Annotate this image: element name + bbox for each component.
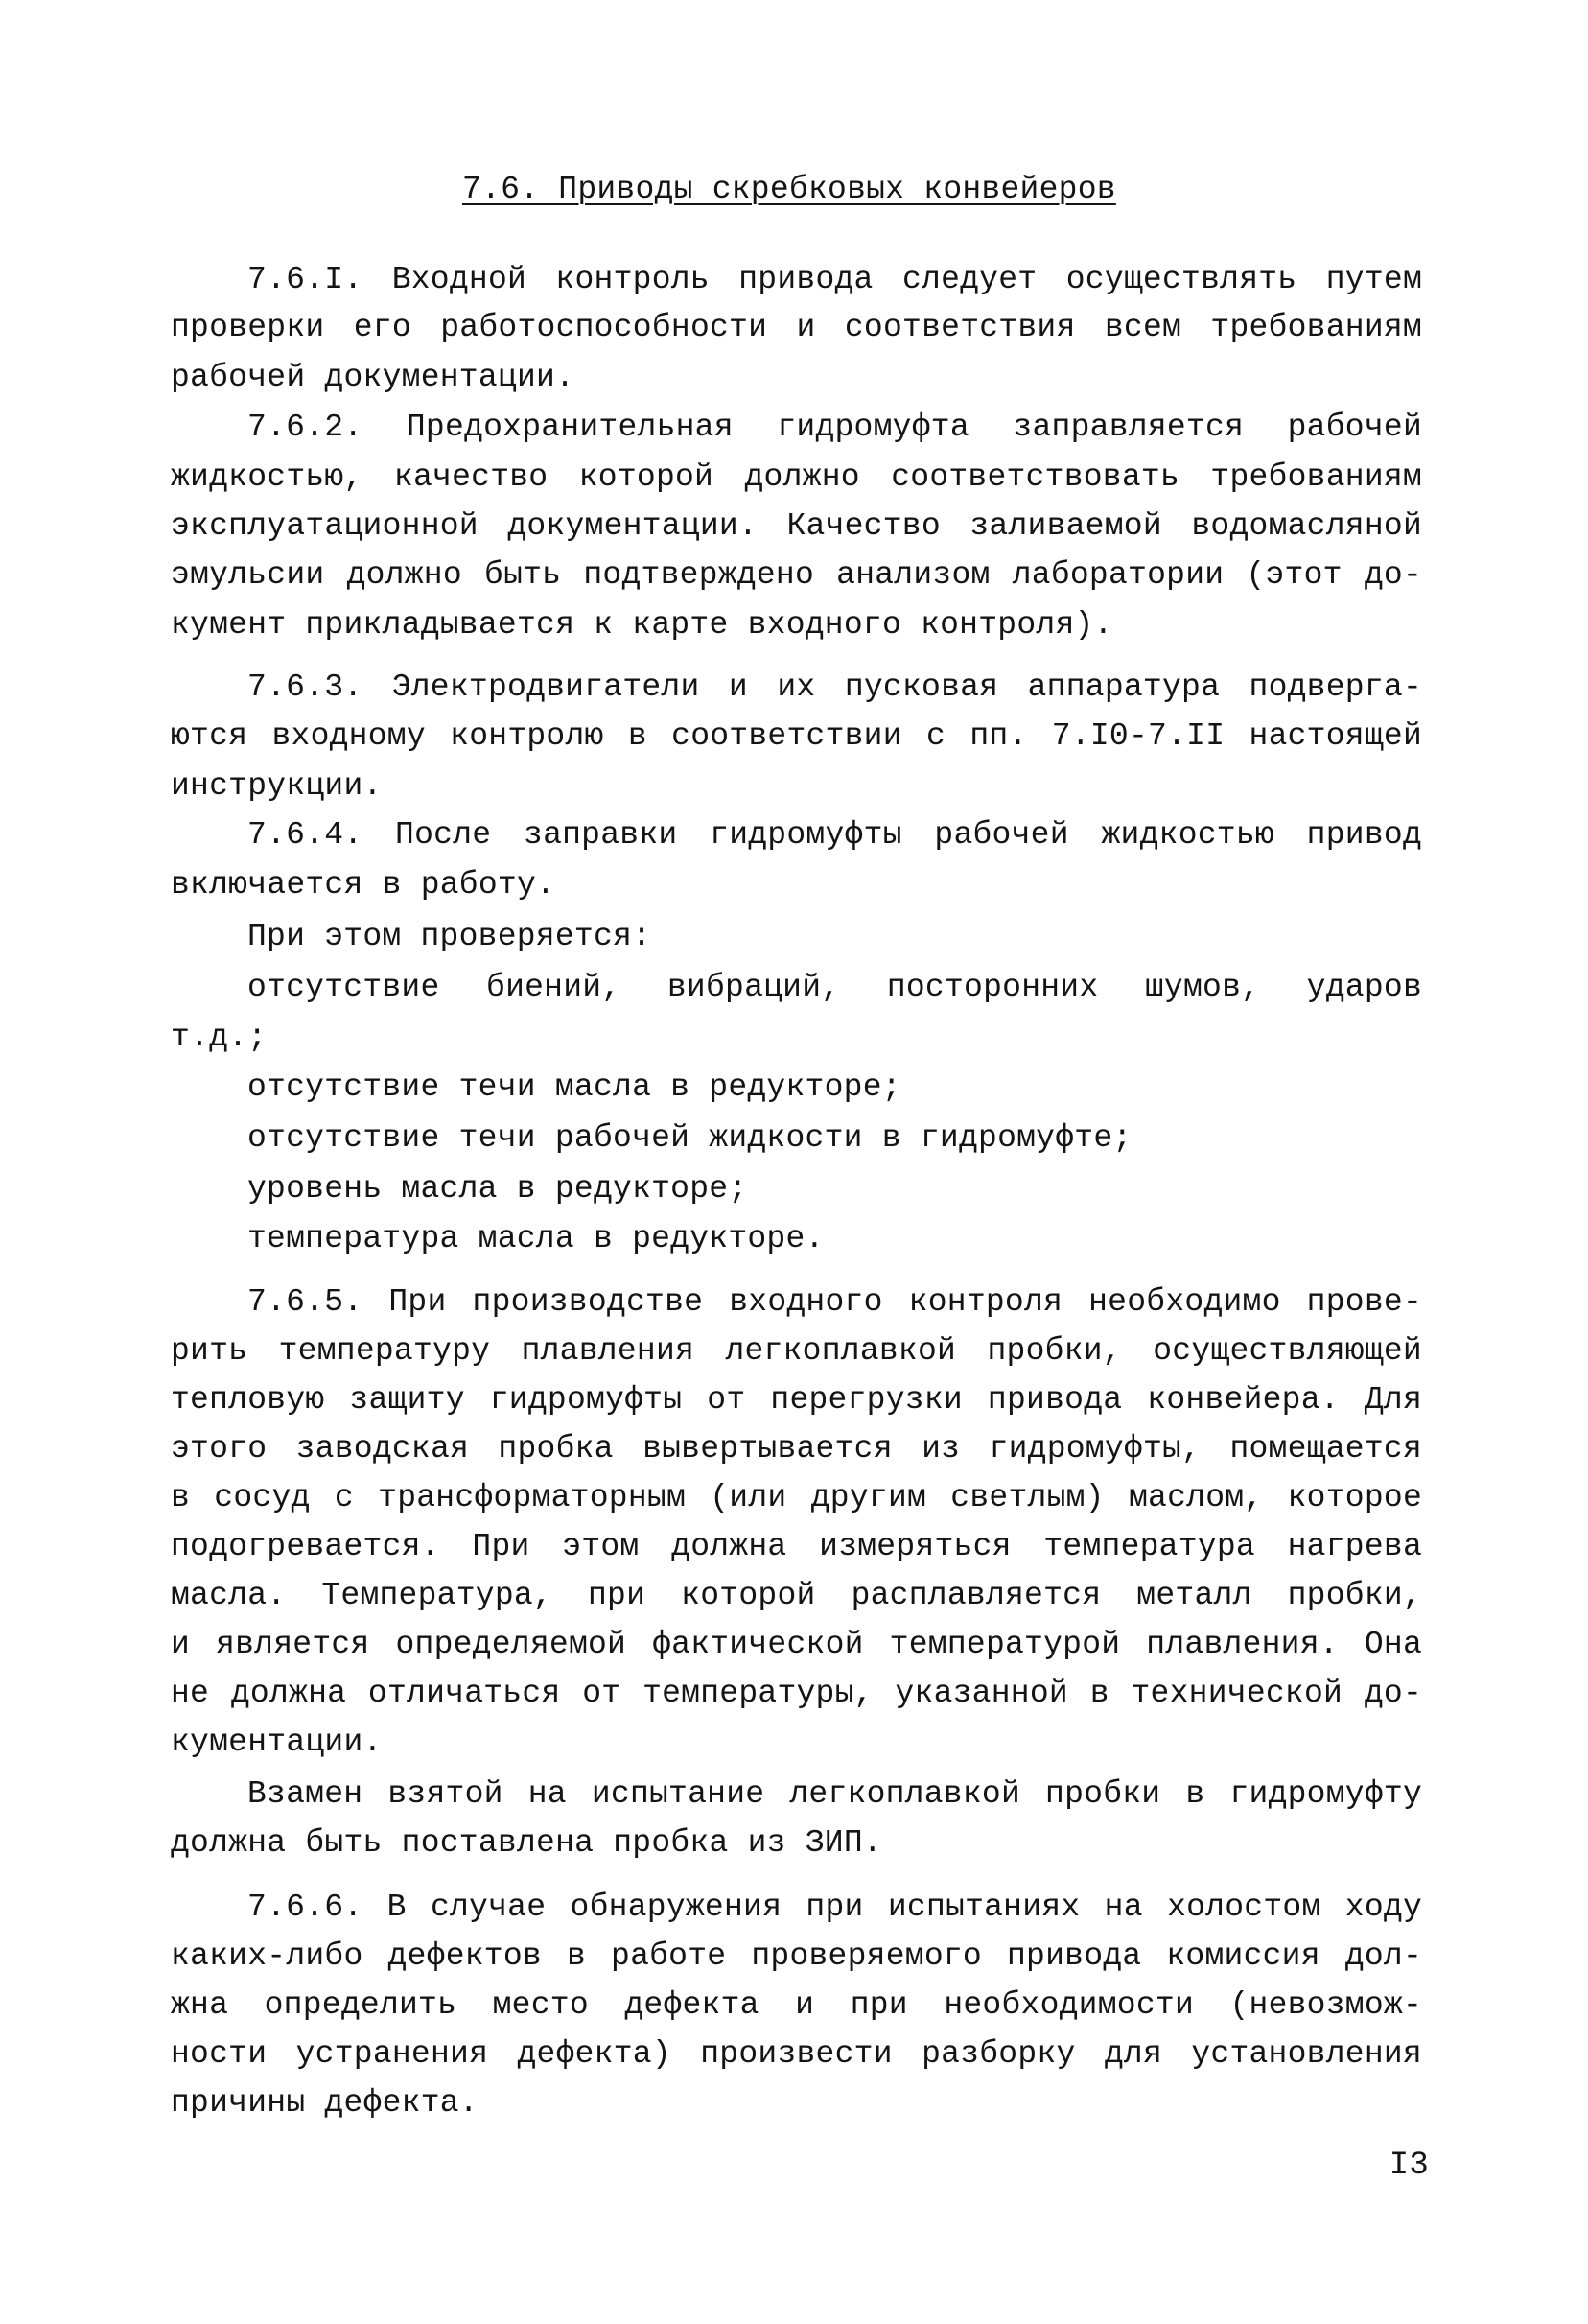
text-line: инструкции. bbox=[171, 768, 383, 804]
text-line: причины дефекта. bbox=[171, 2085, 479, 2121]
text-line: При этом проверяется: bbox=[247, 919, 652, 954]
text-line: т.д.; bbox=[171, 1020, 268, 1055]
text-line: рабочей документации. bbox=[171, 360, 575, 395]
text-line: этого заводская пробка вывертывается из гидромуфты, помещается bbox=[171, 1431, 1422, 1467]
text-line: эксплуатационной документации. Качество заливаемой водомасляной bbox=[171, 508, 1422, 544]
text-line: ются входному контролю в соответствии с пп. 7.I0-7.II настоящей bbox=[171, 718, 1422, 754]
text-line: масла. Температура, при которой расплавляется металл пробки, bbox=[171, 1578, 1422, 1613]
text-line: и является определяемой фактической температурой плавления. Она bbox=[171, 1627, 1422, 1662]
text-line: эмульсии должно быть подтверждено анализом лаборатории (этот до- bbox=[171, 557, 1422, 593]
text-line: жидкостью, качество которой должно соответствовать требованиям bbox=[171, 459, 1422, 495]
text-line: не должна отличаться от температуры, указанной в технической до- bbox=[171, 1676, 1422, 1711]
list-item: уровень масла в редукторе; bbox=[247, 1171, 748, 1207]
text-line: 7.6.4. После заправки гидромуфты рабочей жидкостью привод bbox=[247, 817, 1422, 853]
list-item: отсутствие течи рабочей жидкости в гидромуфте; bbox=[247, 1120, 1133, 1156]
text-line: Взамен взятой на испытание легкоплавкой пробки в гидромуфту bbox=[247, 1776, 1422, 1812]
text-line: подогревается. При этом должна измеряться температура нагрева bbox=[171, 1529, 1422, 1564]
text-line: 7.6.2. Предохранительная гидромуфта заправляется рабочей bbox=[247, 410, 1422, 445]
text-line: ности устранения дефекта) произвести разборку для установления bbox=[171, 2036, 1422, 2072]
text-line: каких-либо дефектов в работе проверяемого привода комиссия дол- bbox=[171, 1938, 1422, 1974]
list-item: отсутствие течи масла в редукторе; bbox=[247, 1069, 901, 1105]
text-line: 7.6.5. При производстве входного контроля необходимо прове- bbox=[247, 1284, 1422, 1320]
text-line: кументации. bbox=[171, 1725, 383, 1760]
text-line: включается в работу. bbox=[171, 867, 556, 903]
text-line: 7.6.6. В случае обнаружения при испытаниях на холостом ходу bbox=[247, 1890, 1422, 1925]
text-line: рить температуру плавления легкоплавкой пробки, осуществляющей bbox=[171, 1333, 1422, 1369]
page-number: I3 bbox=[1389, 2148, 1429, 2184]
text-line: тепловую защиту гидромуфты от перегрузки привода конвейера. Для bbox=[171, 1382, 1422, 1418]
list-item: температура масла в редукторе. bbox=[247, 1221, 825, 1256]
text-line: 7.6.I. Входной контроль привода следует осуществлять путем bbox=[247, 262, 1422, 297]
text-line: кумент прикладывается к карте входного контроля). bbox=[171, 607, 1113, 643]
text-line: должна быть поставлена пробка из ЗИП. bbox=[171, 1825, 882, 1861]
text-line: жна определить место дефекта и при необходимости (невозмож- bbox=[171, 1987, 1422, 2023]
text-line: в сосуд с трансформаторным (или другим светлым) маслом, которое bbox=[171, 1480, 1422, 1515]
section-title: 7.6. Приводы скребковых конвейеров bbox=[462, 172, 1116, 207]
list-item: отсутствие биений, вибраций, посторонних шумов, ударов bbox=[247, 970, 1422, 1005]
text-line: проверки его работоспособности и соответствия всем требованиям bbox=[171, 310, 1422, 345]
text-line: 7.6.3. Электродвигатели и их пусковая аппаратура подверга- bbox=[247, 669, 1422, 705]
